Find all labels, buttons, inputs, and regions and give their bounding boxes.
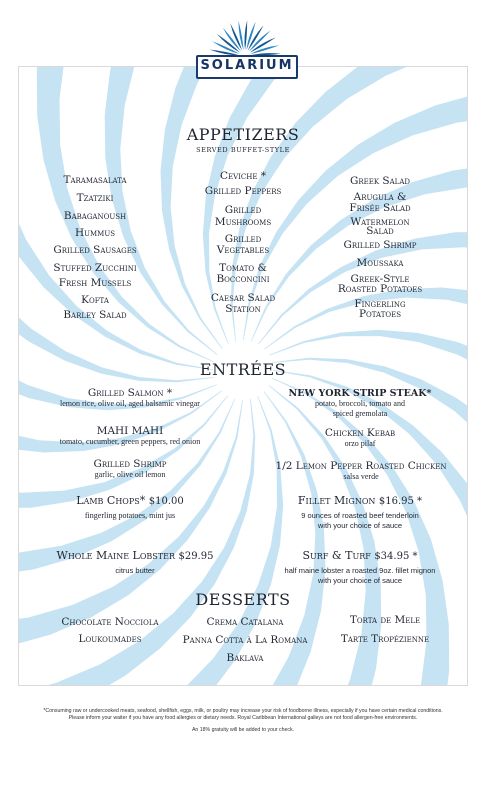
dessert-item: Tarte Tropézienne [340,633,430,645]
entree-lamb [30,495,230,521]
entree-steak [250,388,470,419]
entree-name-line [250,495,470,507]
list-item: Salad [366,225,394,237]
list-item: Potatoes [358,308,402,320]
logo [196,55,298,79]
entree-description: salsa verde [343,472,379,481]
entree-surf [250,550,470,586]
list-item: Babaganoush [63,210,127,222]
list-item: Caesar Salad [210,292,276,304]
entree-name: NEW YORK STRIP STEAK* [288,388,432,399]
list-item: Bocconcini [216,273,270,285]
appetizers-subtitle: SERVED BUFFET-STYLE [196,146,290,154]
list-item: Barley Salad [63,309,127,321]
dessert-item: Crema Catalana [206,616,284,628]
entree-name-line [250,550,470,562]
list-item: Grilled Shrimp [343,239,417,251]
entree-name: 1/2 Lemon Pepper Roasted Chicken [275,460,447,472]
entree-name: MAHI MAHI [96,425,164,437]
dessert-item: Loukoumades [78,633,142,645]
entree-description: tomato, cucumber, green peppers, red onion [59,437,201,446]
entree-shrimp [30,459,230,480]
entree-description: potato, broccoli, tomato and [315,399,405,408]
entree-description: spiced gremolata [332,409,388,418]
list-item: Station [225,303,261,315]
list-item: Taramasalata [63,174,127,186]
entree-price: $10.00 [148,496,184,507]
list-item: Kofta [81,294,109,306]
entree-description: 9 ounces of roasted beef tenderloin [301,511,419,520]
list-item: Tzatziki [76,192,114,204]
list-item: Mushrooms [214,216,272,228]
list-item: Arugula & [353,191,407,203]
entree-lobster [30,550,240,576]
appetizers-title: APPETIZERS [186,125,300,144]
list-item: Stuffed Zucchini [53,262,137,274]
list-item: Watermelon [350,216,410,228]
entree-name: Grilled Salmon * [87,387,173,399]
entree-description: half maine lobster a roasted 9oz. fillet mignon [284,566,436,575]
list-item: Greek Salad [349,175,410,187]
entree-name-line [30,550,240,562]
entree-name: Chicken Kebab [324,427,396,439]
list-item: Grilled Sausages [53,244,137,256]
list-item: Hummus [74,227,116,239]
entree-price: $16.95 * [378,496,423,507]
list-item: Ceviche * [219,170,267,182]
entree-description: with your choice of sauce [317,521,403,530]
entree-price: $29.95 [178,551,214,562]
entree-name: Fillet Mignon [297,494,376,507]
logo-text: SOLARIUM [200,58,294,73]
list-item: Grilled [224,233,262,245]
entree-name: Grilled Shrimp [93,458,167,470]
footer-allergen-note: Please inform your waiter if you have any food allergies or dietary needs. Royal Caribbean International galleys are not food allergen-free environments. [68,715,418,721]
entree-fillet [250,495,470,531]
dessert-item: Panna Cotta à La Romana [182,634,308,646]
entree-name: Surf & Turf [302,549,371,562]
entree-mahi [20,426,240,447]
entree-description: garlic, olive oil lemon [94,470,166,479]
entree-name: Whole Maine Lobster [56,549,175,562]
dessert-item: Chocolate Nocciola [61,616,159,628]
list-item: Moussaka [356,257,404,269]
desserts-title: DESSERTS [195,590,291,609]
entree-chicken [246,461,476,482]
footer-disclaimer: *Consuming raw or undercooked meats, seafood, shellfish, eggs, milk, or poultry may increase your risk of foodborne illness, especially if you have certain medical conditions. [43,708,443,714]
entree-salmon [20,388,240,409]
list-item: Grilled Peppers [204,185,282,197]
entree-price: $34.95 * [374,551,418,562]
list-item: Roasted Potatoes [337,283,423,295]
entree-description: orzo pilaf [344,439,376,448]
dessert-item: Torta de Mele [349,614,421,626]
list-item: Frisée Salad [349,202,411,214]
entree-description: citrus butter [115,566,155,575]
entree-description: fingerling potatoes, mint jus [84,511,176,520]
list-item: Fingerling [354,298,406,310]
sun-logo-icon [205,16,285,60]
list-item: Tomato & [219,262,267,274]
entree-description: lemon rice, olive oil, aged balsamic vinegar [60,399,200,408]
entree-name-line [30,495,230,507]
dessert-item: Baklava [226,652,264,664]
footer-gratuity: An 18% gratuity will be added to your check. [191,727,295,733]
entrees-title: ENTRÉES [199,360,287,379]
list-item: Greek-Style [350,273,410,285]
list-item: Grilled [224,204,262,216]
entree-kebab [250,428,470,449]
entree-description: with your choice of sauce [317,576,403,585]
entree-name: Lamb Chops* [76,494,146,507]
list-item: Vegetables [216,244,270,256]
list-item: Fresh Mussels [58,277,132,289]
